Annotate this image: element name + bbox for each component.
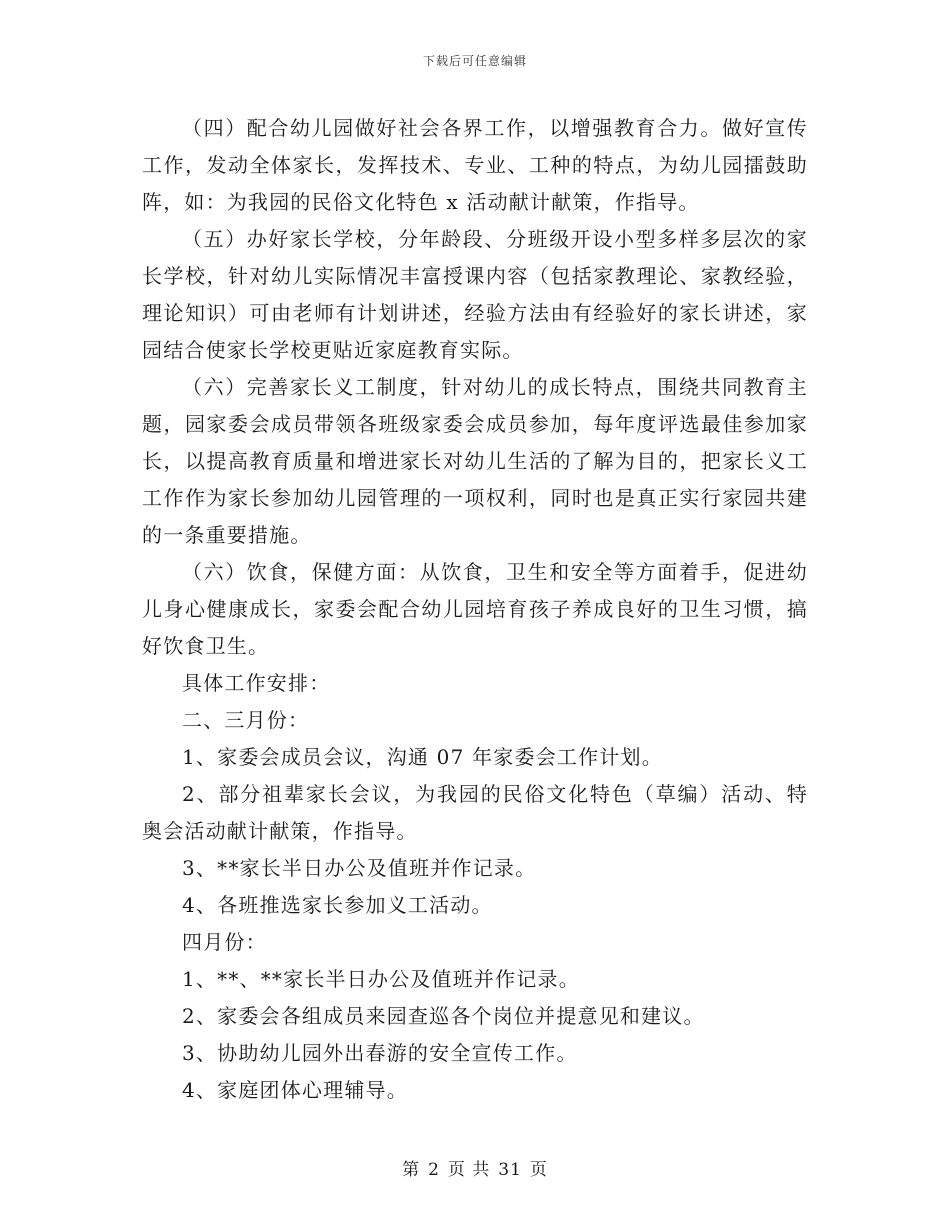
list-item: 1、家委会成员会议，沟通 07 年家委会工作计划。 (182, 745, 663, 769)
footer-suffix: 页 (529, 1160, 548, 1180)
list-item: 4、家庭团体心理辅导。 (182, 1078, 408, 1102)
footer-current-page: 2 (428, 1160, 440, 1180)
paragraph-5-parent-school: （五）办好家长学校，分年龄段、分班级开设小型多样多层次的家长学校，针对幼儿实际情况丰富授课内容（包括家教理论、家教经验，理论知识）可由老师有计划讲述，经验方法由有经验好的家长讲述，家园结合使家长学校更贴近家庭教育实际。 (142, 227, 808, 362)
paragraph-6-diet-health: （六）饮食，保健方面：从饮食，卫生和安全等方面着手，促进幼儿身心健康成长，家委会配合幼儿园培育孩子养成良好的卫生习惯，搞好饮食卫生。 (142, 560, 808, 658)
list-item: 2、部分祖辈家长会议，为我园的民俗文化特色（草编）活动、特奥会活动献计献策，作指导。 (142, 782, 808, 843)
month-heading-apr: 四月份： (182, 930, 267, 954)
footer-mid: 页 共 (447, 1160, 491, 1180)
month-heading-feb-mar: 二、三月份： (182, 708, 310, 732)
list-item: 3、**家长半日办公及值班并作记录。 (182, 856, 537, 880)
footer-prefix: 第 (402, 1160, 421, 1180)
list-item: 1、**、**家长半日办公及值班并作记录。 (182, 967, 580, 991)
list-item: 3、协助幼儿园外出春游的安全宣传工作。 (182, 1041, 578, 1065)
schedule-heading: 具体工作安排： (182, 671, 331, 695)
list-item: 4、各班推选家长参加义工活动。 (182, 893, 493, 917)
page-header: 下载后可任意编辑 (422, 54, 527, 68)
footer-total-pages: 31 (498, 1160, 522, 1180)
document-body (142, 110, 808, 1109)
page-footer (0, 1155, 950, 1180)
paragraph-6-volunteer-system: （六）完善家长义工制度，针对幼儿的成长特点，围绕共同教育主题，园家委会成员带领各班级家委会成员参加，每年度评选最佳参加家长，以提高教育质量和增进家长对幼儿生活的了解为目的，把家长义工工作作为家长参加幼儿园管理的一项权利，同时也是真正实行家园共建的一条重要措施。 (142, 375, 808, 547)
list-item: 2、家委会各组成员来园查巡各个岗位并提意见和建议。 (182, 1004, 705, 1028)
paragraph-4-social-cooperation: （四）配合幼儿园做好社会各界工作，以增强教育合力。做好宣传工作，发动全体家长，发挥技术、专业、工种的特点，为幼儿园擂鼓助阵，如：为我园的民俗文化特色 x 活动献计献策，作指导。 (142, 116, 808, 214)
